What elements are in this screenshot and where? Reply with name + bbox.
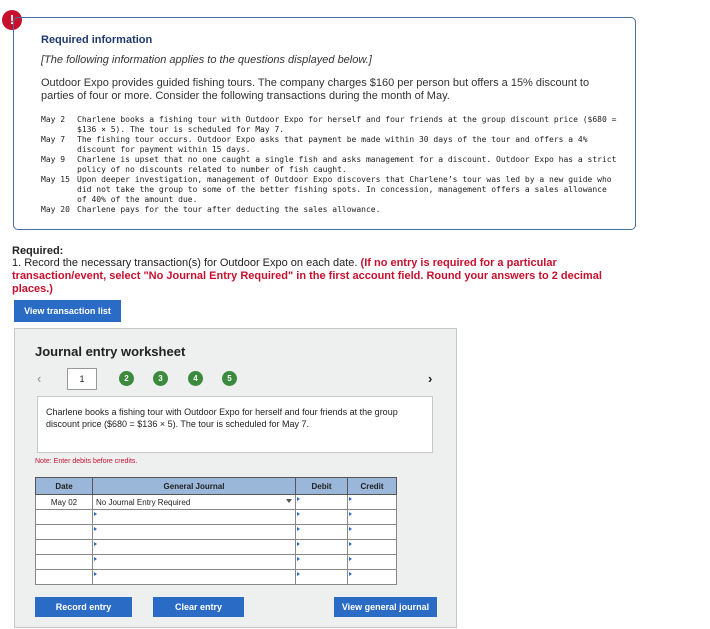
debit-credit-note: Note: Enter debits before credits. <box>35 458 138 465</box>
input-marker-icon <box>297 572 300 576</box>
input-marker-icon <box>349 512 352 516</box>
step-3-button[interactable]: 3 <box>153 371 168 386</box>
debit-input[interactable] <box>296 555 348 570</box>
step-2-button[interactable]: 2 <box>119 371 134 386</box>
transaction-date: May 2 <box>41 115 66 124</box>
input-marker-icon <box>297 557 300 561</box>
account-input[interactable] <box>93 540 296 555</box>
debit-input[interactable] <box>296 540 348 555</box>
input-marker-icon <box>94 572 97 576</box>
column-header-credit: Credit <box>348 478 397 495</box>
account-input[interactable] <box>93 510 296 525</box>
table-row <box>36 510 397 525</box>
info-title: Required information <box>41 34 153 46</box>
table-row <box>36 570 397 585</box>
transaction-text: Upon deeper investigation, management of Outdoor Expo discovers that Charlene’s tour was led by a new guide who did not take the group to some of the better fishing spots. In concession, management offers a sales allowance of 40% of the amount due. <box>77 175 612 204</box>
input-marker-icon <box>94 542 97 546</box>
transaction-text: Charlene books a fishing tour with Outdoor Expo for herself and four friends at the group discount price ($680 = $136 × 5). The tour is scheduled for May 7. <box>77 115 617 134</box>
debit-input[interactable] <box>296 495 348 510</box>
date-cell[interactable]: May 02 <box>36 495 93 510</box>
transaction-date: May 7 <box>41 135 66 144</box>
chevron-right-icon[interactable]: › <box>428 371 433 386</box>
transaction-row <box>41 155 621 175</box>
debit-input[interactable] <box>296 525 348 540</box>
debit-input[interactable] <box>296 510 348 525</box>
input-marker-icon <box>349 557 352 561</box>
debit-input[interactable] <box>296 570 348 585</box>
input-marker-icon <box>94 557 97 561</box>
step-4-button[interactable]: 4 <box>188 371 203 386</box>
transaction-date: May 15 <box>41 175 70 184</box>
date-cell[interactable] <box>36 510 93 525</box>
transaction-date: May 9 <box>41 155 66 164</box>
credit-input[interactable] <box>348 570 397 585</box>
transaction-row <box>41 175 621 205</box>
date-cell[interactable] <box>36 555 93 570</box>
input-marker-icon <box>349 497 352 501</box>
chevron-down-icon[interactable] <box>286 499 292 503</box>
input-marker-icon <box>94 527 97 531</box>
journal-table <box>35 477 397 585</box>
transaction-row <box>41 135 621 155</box>
transaction-description: Charlene books a fishing tour with Outdoor Expo for herself and four friends at the group discount price ($680 = $136 × 5). The tour is scheduled for May 7. <box>37 396 433 453</box>
table-row <box>36 495 397 510</box>
required-instruction <box>12 257 622 296</box>
date-cell[interactable] <box>36 570 93 585</box>
clear-entry-button[interactable]: Clear entry <box>153 597 244 617</box>
transaction-date: May 20 <box>41 205 70 214</box>
credit-input[interactable] <box>348 510 397 525</box>
transaction-text: Charlene is upset that no one caught a single fish and asks management for a discount. Outdoor Expo has a strict policy of no discounts related to number of fish caught. <box>77 155 617 174</box>
date-cell[interactable] <box>36 540 93 555</box>
column-header-date: Date <box>36 478 93 495</box>
column-header-debit: Debit <box>296 478 348 495</box>
input-marker-icon <box>349 527 352 531</box>
instruction-text: 1. Record the necessary transaction(s) for Outdoor Expo on each date. <box>12 257 358 269</box>
input-marker-icon <box>94 512 97 516</box>
journal-entry-worksheet <box>14 328 457 628</box>
step-5-button[interactable]: 5 <box>222 371 237 386</box>
worksheet-title: Journal entry worksheet <box>35 344 186 359</box>
record-entry-button[interactable]: Record entry <box>35 597 132 617</box>
account-value: No Journal Entry Required <box>96 497 191 507</box>
account-input[interactable] <box>93 525 296 540</box>
transaction-row <box>41 205 621 215</box>
transaction-list <box>41 115 621 215</box>
info-subtitle: [The following information applies to the questions displayed below.] <box>41 54 372 66</box>
account-input[interactable] <box>93 570 296 585</box>
transaction-text: The fishing tour occurs. Outdoor Expo asks that payment be made within 30 days of the tour and offers a 4% discount for payment within 15 days. <box>77 135 588 154</box>
account-input[interactable] <box>93 555 296 570</box>
table-row <box>36 525 397 540</box>
required-label: Required: <box>12 245 64 257</box>
transaction-text: Charlene pays for the tour after deducting the sales allowance. <box>77 205 381 214</box>
table-row <box>36 540 397 555</box>
chevron-left-icon[interactable]: ‹ <box>37 371 42 386</box>
column-header-general-journal: General Journal <box>93 478 296 495</box>
table-row <box>36 555 397 570</box>
required-information-panel <box>13 17 636 230</box>
step-current[interactable]: 1 <box>67 368 97 390</box>
alert-icon: ! <box>2 10 22 30</box>
info-paragraph: Outdoor Expo provides guided fishing tours. The company charges $160 per person but offers a 15% discount to parties of four or more. Consider the following transactions during the month of May. <box>41 77 590 102</box>
input-marker-icon <box>297 512 300 516</box>
input-marker-icon <box>349 542 352 546</box>
transaction-row <box>41 115 621 135</box>
view-transaction-list-button[interactable]: View transaction list <box>14 300 121 322</box>
credit-input[interactable] <box>348 525 397 540</box>
input-marker-icon <box>297 527 300 531</box>
input-marker-icon <box>349 572 352 576</box>
account-select[interactable] <box>93 495 296 510</box>
instruction-emphasis: (If no entry is required for a particular transaction/event, select "No Journal Entry Required" in the first account field. Round your answers to 2 decimal places.) <box>12 257 602 295</box>
credit-input[interactable] <box>348 540 397 555</box>
input-marker-icon <box>297 542 300 546</box>
view-general-journal-button[interactable]: View general journal <box>334 597 437 617</box>
input-marker-icon <box>297 497 300 501</box>
date-cell[interactable] <box>36 525 93 540</box>
credit-input[interactable] <box>348 555 397 570</box>
credit-input[interactable] <box>348 495 397 510</box>
